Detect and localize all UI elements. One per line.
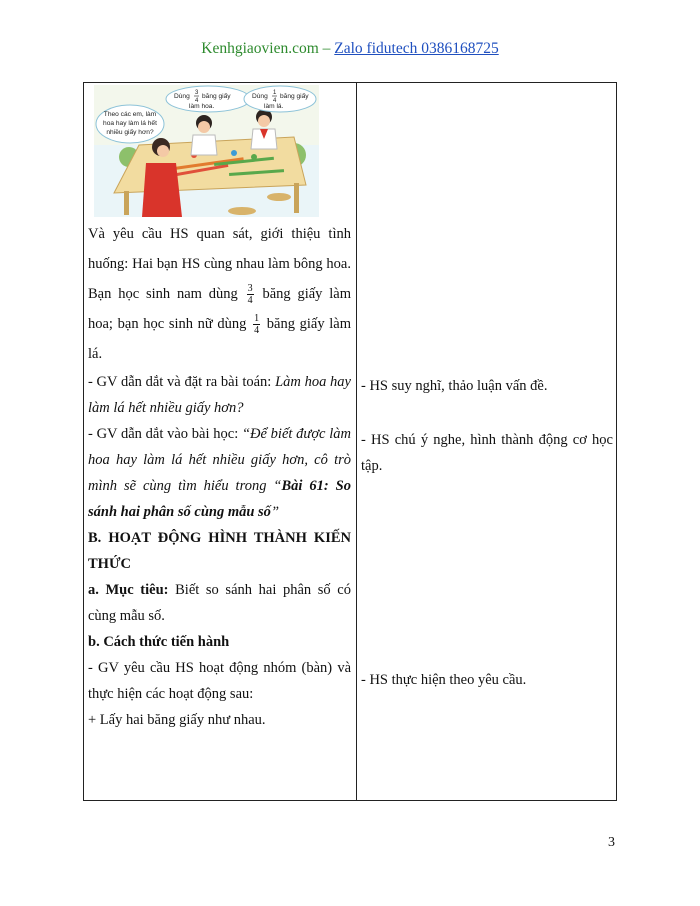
hs-response-2: - HS chú ý nghe, hình thành động cơ học tập.	[361, 432, 613, 474]
goal-paragraph	[88, 577, 351, 629]
intro-paragraph	[88, 219, 351, 369]
illustration-wrap	[88, 83, 351, 219]
bubble-left-line-1: Theo các em, làm	[103, 111, 157, 118]
bubble-mid-num: 3	[195, 90, 199, 96]
header-contact-link[interactable]: Zalo fidutech 0386168725	[334, 40, 499, 57]
gv-intro-quote: “Để biết được làm hoa hay làm lá hết nhiều giấy hơn, cô trò mình sẽ cùng tìm hiểu trong “	[88, 426, 351, 494]
intro-text-a: Và yêu cầu HS quan sát, giới thiệu tình huống: Hai bạn HS cùng nhau làm bông hoa. Bạn học sinh nam dùng	[88, 226, 351, 302]
bubble-mid-post: băng giấy	[202, 93, 231, 100]
bubble-mid-pre: Dùng	[174, 93, 190, 100]
lesson-title: Bài 61: So sánh hai phân số cùng mẫu số	[88, 478, 351, 520]
intro-text-c: băng giấy làm lá.	[88, 316, 352, 362]
bubble-right-pre: Dùng	[252, 93, 268, 100]
header-separator: –	[318, 40, 335, 57]
classroom-illustration	[94, 85, 319, 217]
hs-response-3: - HS thực hiện theo yêu cầu.	[361, 672, 527, 688]
gv-problem-lead: - GV dẫn dắt và đặt ra bài toán:	[88, 374, 272, 390]
gv-intro-lead: - GV dẫn dắt vào bài học:	[88, 426, 239, 442]
bubble-right-num: 1	[273, 90, 277, 96]
bubble-right-den: 4	[273, 98, 277, 104]
bubble-left-line-2: hoa hay làm lá hết	[103, 120, 157, 127]
step-one: + Lấy hai băng giấy như nhau.	[88, 712, 266, 728]
fraction-three-quarters: $\frac{3}{4}$	[247, 283, 253, 307]
column-divider	[356, 83, 357, 800]
teacher-column	[88, 83, 351, 733]
lesson-table	[83, 82, 617, 801]
goal-text: Biết so sánh hai phân số có cùng mẫu số.	[88, 582, 351, 624]
bubble-right-line2: làm lá.	[264, 103, 284, 110]
section-b-heading: B. HOẠT ĐỘNG HÌNH THÀNH KIẾN THỨC	[88, 530, 351, 572]
header-site[interactable]: Kenhgiaovien.com	[201, 40, 319, 57]
gv-group-task: - GV yêu cầu HS hoạt động nhóm (bàn) và thực hiện các hoạt động sau:	[88, 660, 351, 702]
gv-intro-lesson	[88, 421, 351, 525]
goal-label: a. Mục tiêu:	[88, 582, 169, 598]
fraction-one-quarter: $\frac{1}{4}$	[254, 313, 260, 337]
gv-problem	[88, 369, 351, 421]
intro-text-b: băng giấy làm hoa; bạn học sinh nữ dùng	[88, 286, 352, 332]
method-heading: b. Cách thức tiến hành	[88, 634, 230, 650]
hs-response-1: - HS suy nghĩ, thảo luận vấn đề.	[361, 378, 548, 394]
gv-intro-close: ”	[270, 504, 280, 520]
bubble-left-line-3: nhiều giấy hơn?	[106, 129, 154, 136]
bubble-right-post: băng giấy	[280, 93, 309, 100]
bubble-mid-line2: làm hoa.	[189, 103, 215, 110]
gv-problem-question: Làm hoa hay làm lá hết nhiều giấy hơn?	[88, 374, 351, 416]
page-number: 3	[608, 835, 615, 850]
bubble-mid-den: 4	[195, 98, 199, 104]
page-header	[0, 40, 700, 58]
